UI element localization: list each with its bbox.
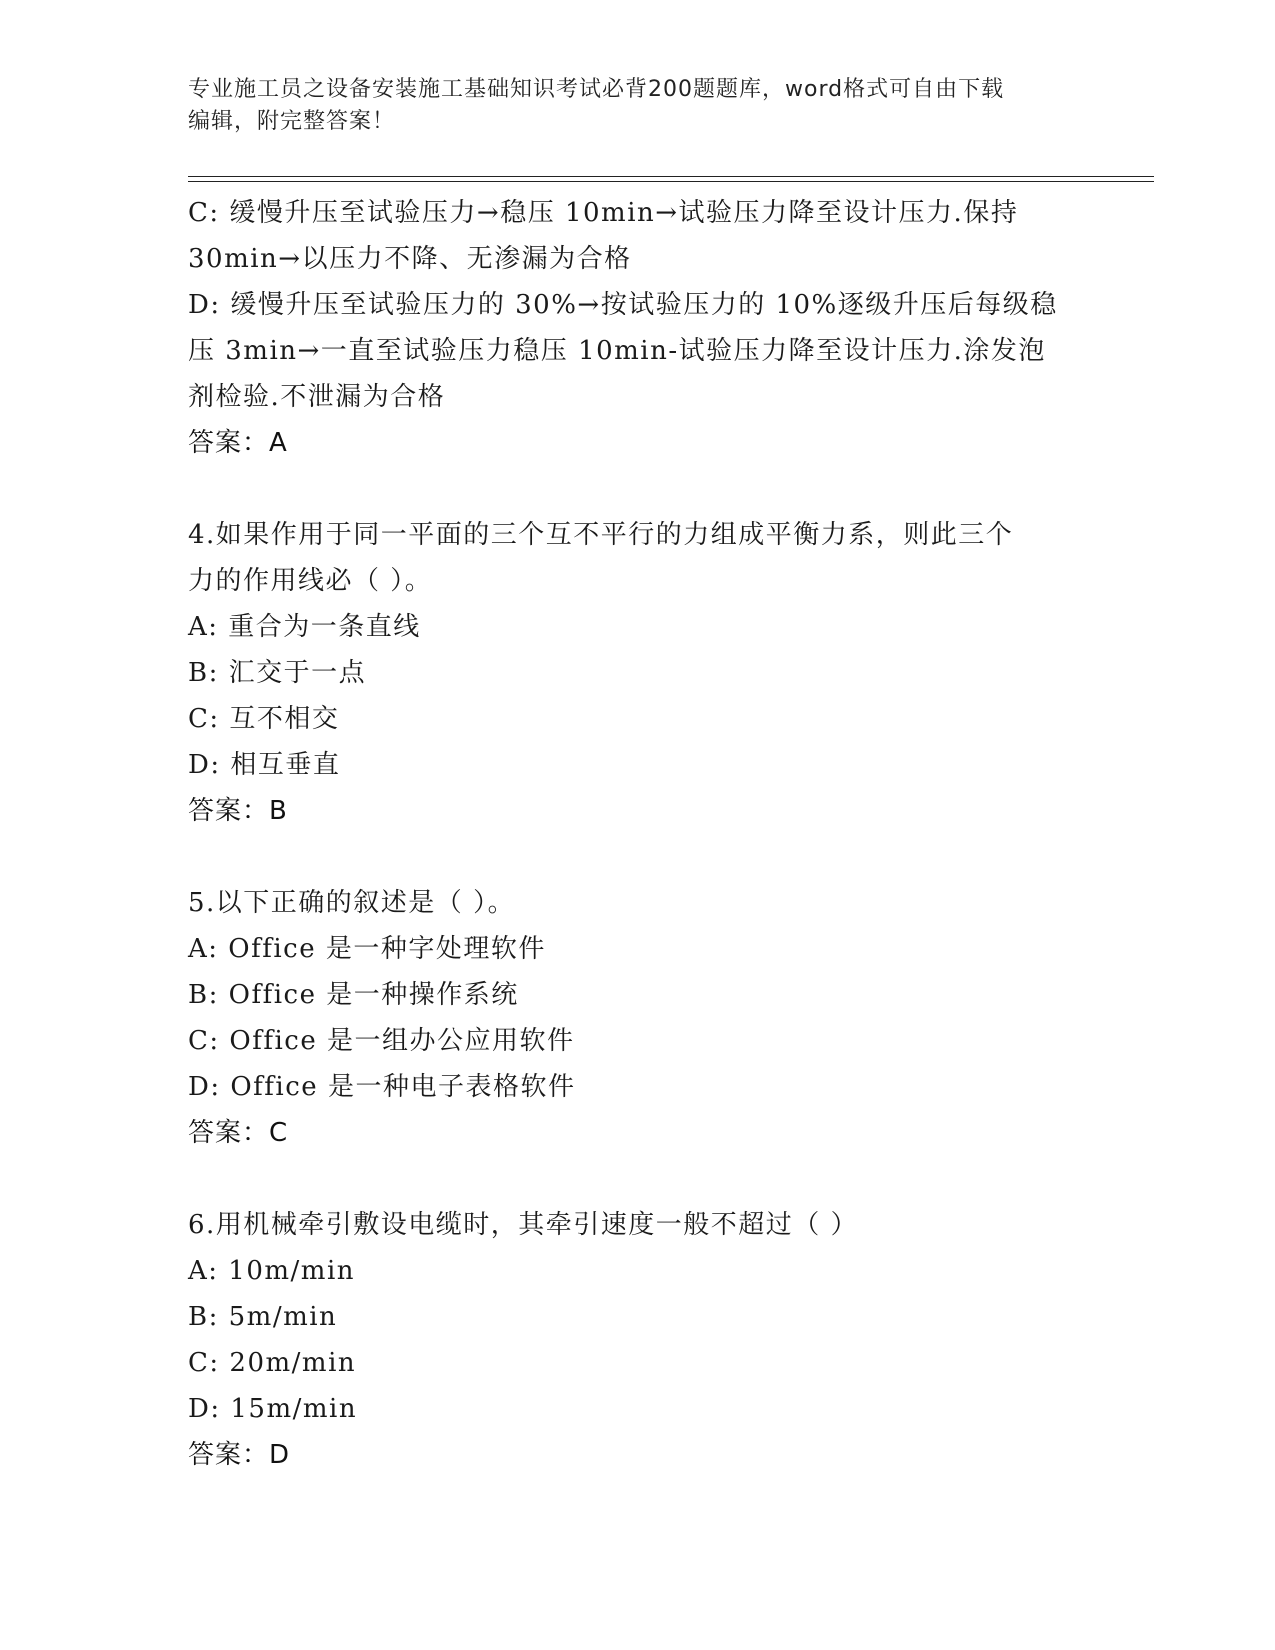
q4-stem-line-1: 4.如果作用于同一平面的三个互不平行的力组成平衡力系，则此三个 xyxy=(188,520,1014,550)
document-body xyxy=(188,190,1138,1478)
q6-stem: 6.用机械牵引敷设电缆时，其牵引速度一般不超过（ ） xyxy=(188,1210,859,1240)
q6-answer: 答案：D xyxy=(188,1440,291,1470)
spacer xyxy=(188,1156,1138,1202)
q3-option-d-line-2: 压 3min→一直至试验压力稳压 10min-试验压力降至设计压力.涂发泡 xyxy=(188,336,1046,366)
q5-stem: 5.以下正确的叙述是（ ）。 xyxy=(188,888,516,918)
q4-option-a: A: 重合为一条直线 xyxy=(188,612,421,642)
header-divider-top xyxy=(188,176,1154,177)
q6-option-a: A: 10m/min xyxy=(188,1256,356,1286)
q4-stem-line-2: 力的作用线必（ ）。 xyxy=(188,566,433,596)
q4-option-c: C: 互不相交 xyxy=(188,704,340,734)
q4-option-b: B: 汇交于一点 xyxy=(188,658,367,688)
question-5 xyxy=(188,880,1138,1156)
q3-option-d-line-1: D: 缓慢升压至试验压力的 30%→按试验压力的 10%逐级升压后每级稳 xyxy=(188,290,1058,320)
q3-option-c-line-2: 30min→以压力不降、无渗漏为合格 xyxy=(188,244,632,274)
q3-option-c-line-1: C: 缓慢升压至试验压力→稳压 10min→试验压力降至设计压力.保持 xyxy=(188,198,1019,228)
question-6 xyxy=(188,1202,1138,1478)
q5-answer: 答案：C xyxy=(188,1118,289,1148)
q3-option-d-line-3: 剂检验.不泄漏为合格 xyxy=(188,382,446,412)
q3-answer: 答案：A xyxy=(188,428,288,458)
question-3-continued xyxy=(188,190,1138,466)
q5-option-c: C: Office 是一组办公应用软件 xyxy=(188,1026,575,1056)
q4-answer: 答案：B xyxy=(188,796,288,826)
q4-option-d: D: 相互垂直 xyxy=(188,750,341,780)
header-title-line-2: 编辑，附完整答案！ xyxy=(188,109,396,134)
question-4 xyxy=(188,512,1138,834)
q5-option-b: B: Office 是一种操作系统 xyxy=(188,980,519,1010)
header-divider-bottom xyxy=(188,181,1154,182)
q6-option-c: C: 20m/min xyxy=(188,1348,357,1378)
spacer xyxy=(188,466,1138,512)
q6-option-d: D: 15m/min xyxy=(188,1394,358,1424)
q6-option-b: B: 5m/min xyxy=(188,1302,338,1332)
header-title-line-1: 专业施工员之设备安装施工基础知识考试必背200题题库，word格式可自由下载 xyxy=(188,77,1005,102)
document-header xyxy=(188,74,1088,138)
q5-option-a: A: Office 是一种字处理软件 xyxy=(188,934,546,964)
q5-option-d: D: Office 是一种电子表格软件 xyxy=(188,1072,576,1102)
spacer xyxy=(188,834,1138,880)
